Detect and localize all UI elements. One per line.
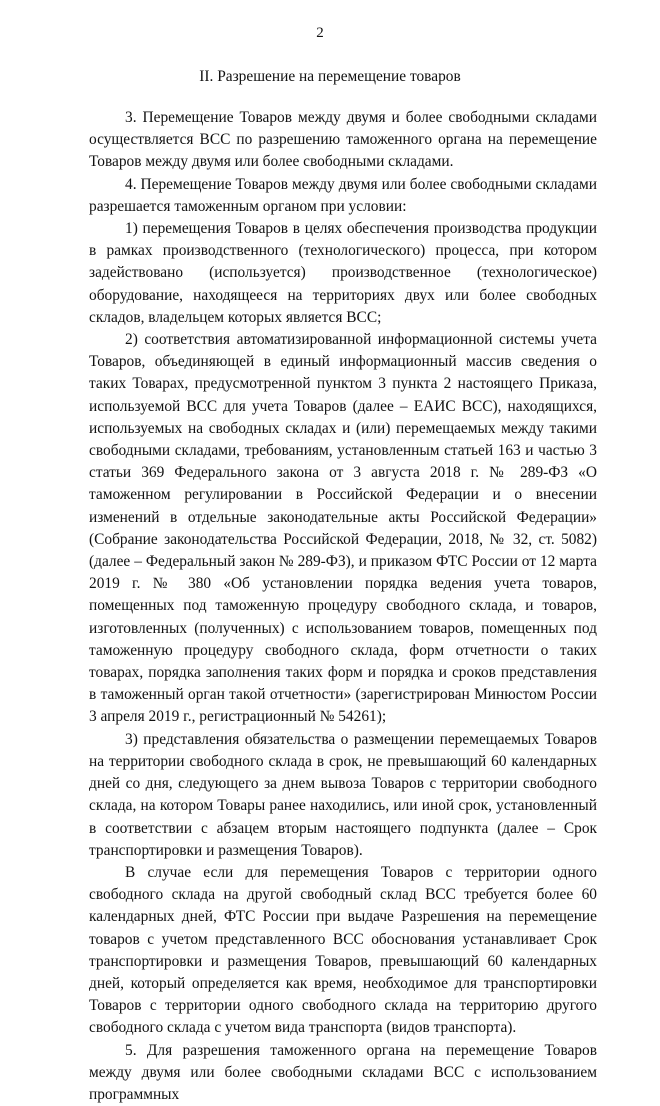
paragraph-4: 4. Перемещение Товаров между двумя или более свободными складами разрешается таможенным органом при условии: bbox=[89, 175, 597, 215]
document-body bbox=[89, 107, 597, 1103]
subparagraph-3: 3) представления обязательства о размещении перемещаемых Товаров на территории свободного склада в срок, не превышающий 60 календарных дней со дня, следующего за днем вывоза Товаров с территории свободного склада, на котором Товары ранее находились, или иной срок, установленный в соответствии с абзацем вторым настоящего подпункта (далее – Срок транспортировки и размещения Товаров). bbox=[89, 730, 597, 859]
paragraph-5: 5. Для разрешения таможенного органа на перемещение Товаров между двумя или более свободными складами ВСС с использованием программных bbox=[89, 1041, 597, 1103]
subparagraph-2: 2) соответствия автоматизированной информационной системы учета Товаров, объединяющей в единый информационный массив сведения о таких Товарах, предусмотренной пунктом 3 пункта 2 настоящего Приказа, используемой ВСС для учета Товаров (далее – ЕАИС ВСС), находящихся, используемых на свободных складах и (или) перемещаемых между такими свободными складами, требованиям, установленным статьей 163 и частью 3 статьи 369 Федерального закона от 3 августа 2018 г. № 289-ФЗ «О таможенном регулировании в Российской Федерации и о внесении изменений в отдельные законодательные акты Российской Федерации» (Собрание законодательства Российской Федерации, 2018, № 32, ст. 5082) (далее – Федеральный закон № 289-ФЗ), и приказом ФТС России от 12 марта 2019 г. № 380 «Об установлении порядка ведения учета товаров, помещенных под таможенную процедуру свободного склада, и товаров, изготовленных (полученных) с использованием товаров, помещенных под таможенную процедуру свободного склада, форм отчетности о таких товарах, порядка заполнения таких форм и порядка и сроков представления в таможенный орган такой отчетности» (зарегистрирован Минюстом России 3 апреля 2019 г., регистрационный № 54261); bbox=[89, 331, 597, 726]
paragraph-3: 3. Перемещение Товаров между двумя и более свободными складами осуществляется ВСС по разрешению таможенного органа на перемещение Товаров между двумя или более свободными складами. bbox=[89, 109, 597, 171]
subparagraph-1: 1) перемещения Товаров в целях обеспечения производства продукции в рамках производственного (технологического) процесса, при котором задействовано (используется) производственное (технологическое) оборудование, находящееся на территориях двух или более свободных складов, владельцем которых является ВСС; bbox=[89, 220, 597, 326]
paragraph-exception: В случае если для перемещения Товаров с территории одного свободного склада на другой свободный склад ВСС требуется более 60 календарных дней, ФТС России при выдаче Разрешения на перемещение товаров с учетом представленного ВСС обоснования устанавливает Срок транспортировки и размещения Товаров, превышающий 60 календарных дней, который определяется как время, необходимое для транспортировки Товаров с территории одного свободного склада на территорию другого свободного склада с учетом вида транспорта (видов транспорта). bbox=[89, 863, 597, 1037]
section-title: II. Разрешение на перемещение товаров bbox=[199, 68, 461, 85]
page-number: 2 bbox=[316, 25, 324, 41]
